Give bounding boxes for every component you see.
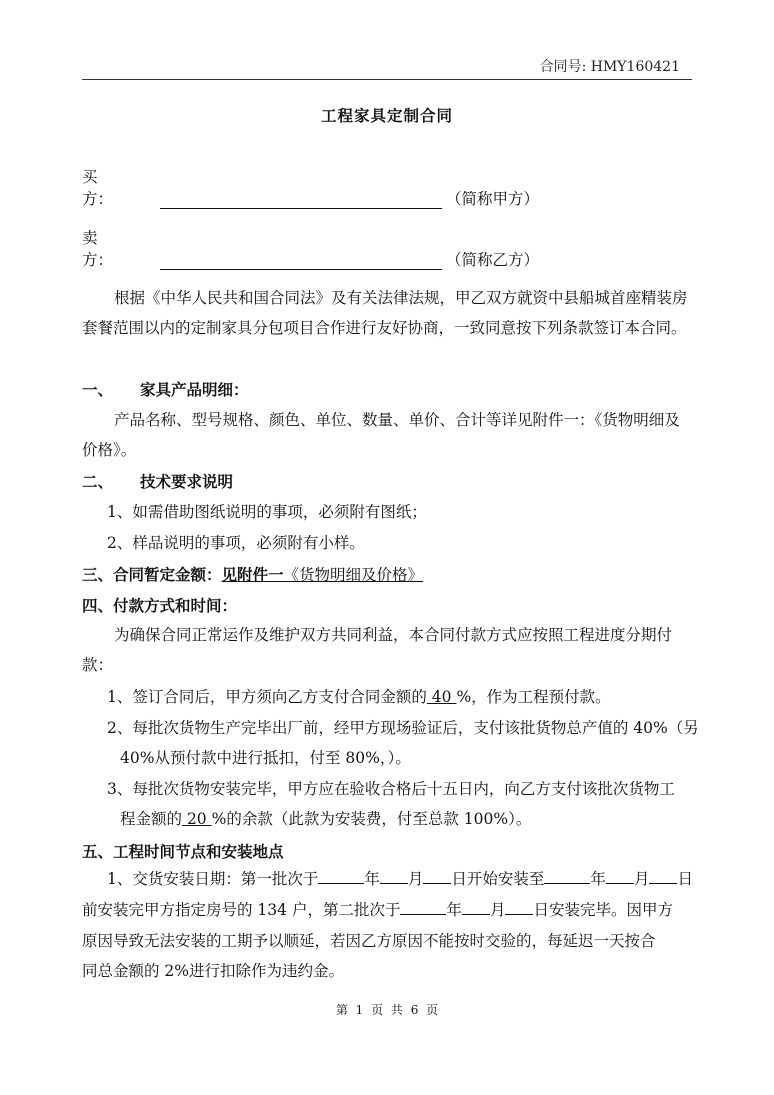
section-3-reference [222, 566, 424, 584]
section-4-heading: 四、付款方式和时间： [82, 596, 238, 615]
page-footer: 第 1 页 共 6 页 [335, 1003, 439, 1017]
month-label: 月 [407, 870, 424, 888]
contract-number: 合同号: HMY160421 [539, 59, 680, 75]
section-5-heading: 五、工程时间节点和安装地点 [82, 842, 284, 861]
item-3-text-a: 程金额的 [120, 810, 183, 828]
section-2-heading: 技术要求说明 [140, 472, 234, 491]
seller-label [82, 226, 160, 270]
month-label: 月 [633, 870, 650, 888]
header-rule [82, 79, 692, 80]
section-2-number: 二、 [82, 472, 114, 491]
section-5-line-4: 同总金额的 2%进行扣除作为违约金。 [82, 962, 345, 980]
batch-2-month-field[interactable] [462, 898, 490, 915]
section-1-number: 一、 [82, 380, 114, 399]
batch-1-start-year-field[interactable] [318, 867, 364, 884]
month-label: 月 [489, 901, 506, 919]
section-3-ref-rest: 《货物明细及价格》 [283, 566, 424, 584]
section-4-intro: 为确保合同正常运作及维护双方共同利益，本合同付款方式应按照工程进度分期付款： [82, 626, 673, 674]
section-1-text: 产品名称、型号规格、颜色、单位、数量、单价、合计等详见附件一：《货物明细及价格》。 [82, 411, 680, 459]
section-2-item-2: 2、样品说明的事项，必须附有小样。 [107, 534, 365, 552]
batch-1-end-month-field[interactable] [606, 867, 634, 884]
section-4-item-3-line-1: 3、每批次货物安装完毕，甲方应在验收合格后十五日内，向乙方支付该批次货物工 [107, 780, 675, 798]
seller-label-suffix: 方： [82, 251, 114, 269]
year-label: 年 [446, 901, 462, 919]
section-5-line-1 [107, 867, 693, 889]
batch-1-start-day-field[interactable] [423, 867, 451, 884]
buyer-name-field[interactable] [160, 190, 442, 209]
buyer-line [82, 165, 539, 209]
item-1-text-a: 1、签订合同后，甲方须向乙方支付合同金额的 [107, 688, 427, 706]
day-label: 日 [677, 870, 693, 888]
section-4-item-2-line-2: 40%从预付款中进行抵扣，付至 80%，）。 [120, 749, 411, 767]
batch-2-day-field[interactable] [505, 898, 533, 915]
buyer-label [82, 165, 160, 209]
item-3-text-b: %的余款（此款为安装费，付至总款 100%）。 [211, 810, 532, 828]
batch-1-end-year-field[interactable] [544, 867, 590, 884]
section-4-item-2-line-1: 2、每批次货物生产完毕出厂前，经甲方现场验证后，支付该批货物总产值的 40%（另 [107, 719, 699, 737]
year-label: 年 [590, 870, 606, 888]
section-3 [82, 563, 423, 585]
installation-payment-percent: 20 [182, 810, 212, 828]
buyer-abbrev: （简称甲方） [446, 190, 540, 208]
section-5-line-3: 原因导致无法安装的工期予以顺延，若因乙方原因不能按时交验的，每延迟一天按合 [82, 932, 656, 950]
section-3-ref-bold: 见附件一 [221, 565, 284, 584]
section-4-item-1 [107, 685, 611, 707]
section-3-heading: 三、合同暂定金额： [82, 565, 222, 584]
batch-1-start-month-field[interactable] [380, 867, 408, 884]
batch-2-text-b: 日安装完毕。因甲方 [533, 901, 673, 919]
preamble-paragraph: 根据《中华人民共和国合同法》及有关法律法规，甲乙双方就资中县船城首座精装房套餐范围以内的定制家具分包项目合作进行友好协商，一致同意按下列条款签订本合同。 [82, 289, 688, 337]
year-label: 年 [364, 870, 380, 888]
delivery-date-text-b: 日开始安装至 [451, 870, 545, 888]
section-1-heading: 家具产品明细： [140, 380, 249, 399]
item-1-text-b: %，作为工程预付款。 [456, 688, 611, 706]
delivery-date-text-a: 1、交货安装日期：第一批次于 [107, 870, 319, 888]
batch-2-year-field[interactable] [400, 898, 446, 915]
advance-payment-percent: 40 [426, 688, 457, 706]
section-4-item-3-line-2 [120, 807, 531, 829]
batch-1-end-day-field[interactable] [649, 867, 677, 884]
document-title: 工程家具定制合同 [320, 106, 453, 125]
section-5-line-2 [82, 898, 673, 920]
seller-abbrev: （简称乙方） [446, 251, 540, 269]
batch-2-text-a: 前安装完甲方指定房号的 134 户，第二批次于 [82, 901, 401, 919]
buyer-label-char: 买 [82, 168, 98, 186]
seller-line [82, 226, 539, 270]
seller-label-char: 卖 [82, 229, 98, 247]
seller-name-field[interactable] [160, 251, 442, 270]
section-2-item-1: 1、如需借助图纸说明的事项，必须附有图纸； [107, 503, 427, 521]
buyer-label-suffix: 方： [82, 190, 114, 208]
